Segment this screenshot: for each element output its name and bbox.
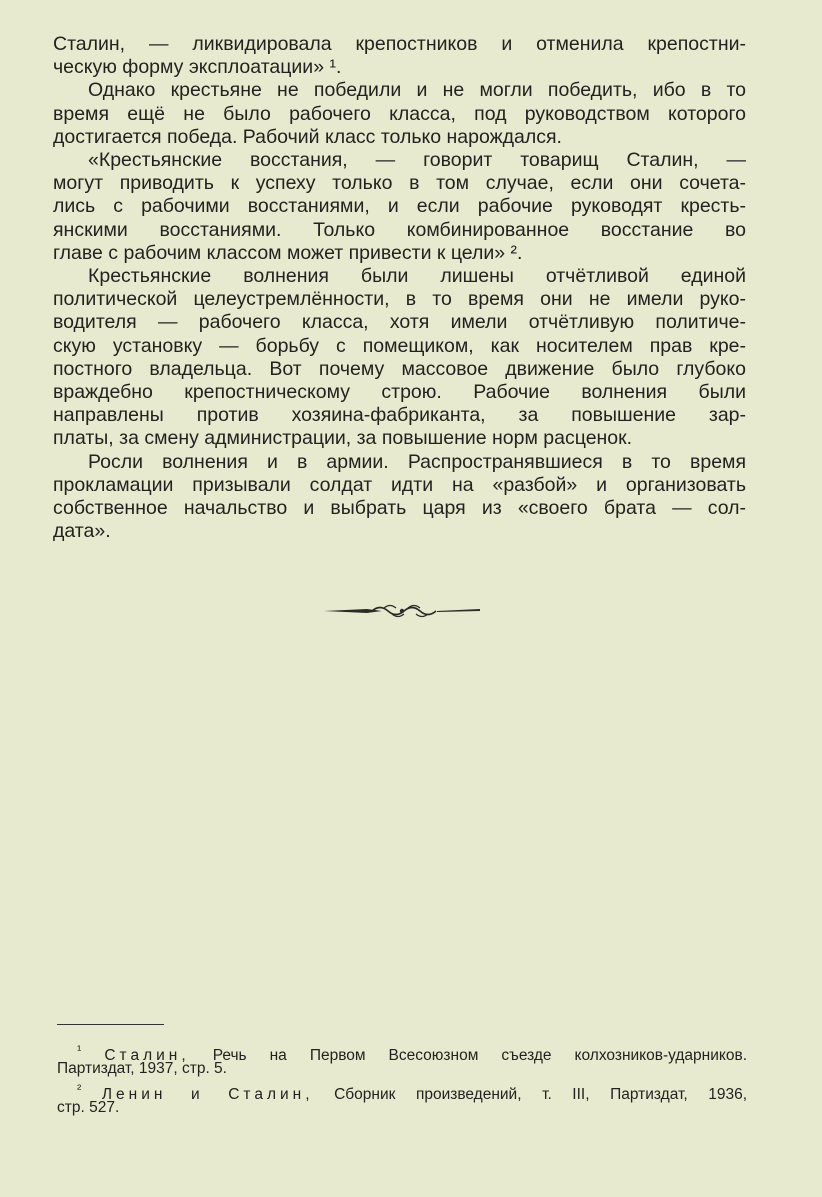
text-line: достигается победа. Рабочий класс только нарождался. — [53, 125, 562, 148]
text-line: скую установку — борьбу с помещиком, как носителем прав кре- — [53, 334, 746, 357]
ornament-divider — [322, 600, 482, 620]
text-line: Крестьянские волнения были лишены отчётливой единой — [88, 265, 746, 287]
text-line: янскими восстаниями. Только комбинированное восстание во — [53, 218, 746, 241]
text-line: Росли волнения и в армии. Распространявшиеся в то время — [88, 450, 746, 473]
text-line: дата». — [53, 520, 111, 543]
text-line: Сталин, — ликвидировала крепостников и отменила крепостни- — [53, 33, 746, 55]
text-line: Однако крестьяне не победили и не могли победить, ибо в то — [88, 79, 746, 102]
text-line: «Крестьянские восстания, — говорит товарищ Сталин, — — [88, 149, 746, 171]
footnote-2: $^{^2}$ Ленин и Сталин, Сборник произведений, т. III, Партиздат, 1936, — [77, 1081, 747, 1104]
text-line: могут приводить к успеху только в том случае, если они сочета- — [53, 172, 746, 195]
text-line: платы, за смену администрации, за повышение норм расценок. — [53, 427, 633, 450]
text-line: главе с рабочим классом может привести к цели» ². — [53, 241, 523, 264]
text-line: направлены против хозяина-фабриканта, за повышение зар- — [53, 404, 746, 427]
footnote-rule — [57, 1024, 164, 1025]
text-line: лись с рабочими восстаниями, и если рабочие руководят кресть- — [53, 195, 746, 218]
text-line: постного владельца. Вот почему массовое движение было глубоко — [53, 357, 746, 380]
footnote-1: $^{^1}$ Сталин, Речь на Первом Всесоюзном съезде колхозников-ударников. — [77, 1042, 748, 1065]
text-line: время ещё не было рабочего класса, под руководством которого — [53, 102, 746, 125]
text-line: собственное начальство и выбрать царя из «своего брата — сол- — [53, 497, 746, 519]
text-line: прокламации призывали солдат идти на «разбой» и организовать — [53, 473, 746, 496]
text-line: ческую форму эксплоатации» ¹. — [53, 56, 342, 79]
text-line: враждебно крепостническому строю. Рабочие волнения были — [53, 381, 746, 403]
footnote-2-cont: стр. 527. — [57, 1099, 120, 1116]
text-line: политической целеустремлённости, в то время они не имели руко- — [53, 288, 746, 311]
text-line: водителя — рабочего класса, хотя имели отчётливую политиче- — [53, 311, 746, 334]
footnote-1-cont: Партиздат, 1937, стр. 5. — [57, 1060, 227, 1077]
